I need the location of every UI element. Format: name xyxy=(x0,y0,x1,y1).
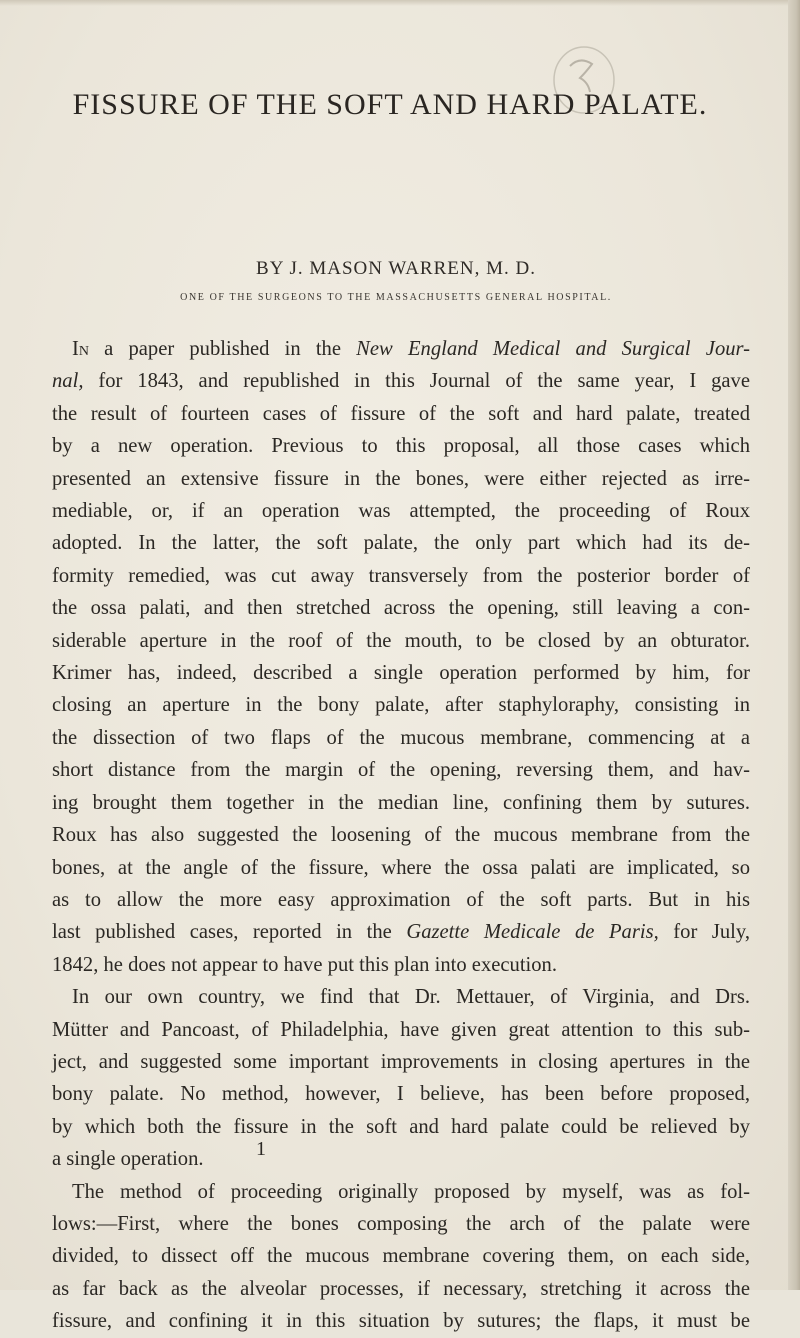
author-affiliation: ONE OF THE SURGEONS TO THE MASSACHUSETTS GENERAL HOSPITAL. xyxy=(180,292,612,303)
text-line: the result of fourteen cases of fissure of the soft and hard palate, treated xyxy=(52,402,750,425)
text-line: adopted. In the latter, the soft palate, the only part which had its de- xyxy=(52,532,750,555)
text-line: lows:—First, where the bones composing the arch of the palate were xyxy=(52,1212,750,1235)
text-line: by which both the fissure in the soft and hard palate could be relieved by xyxy=(52,1115,750,1138)
page-number: 1 xyxy=(256,1138,266,1160)
text-line: The method of proceeding originally proposed by myself, was as fol- xyxy=(72,1180,750,1203)
page-top-edge xyxy=(0,0,800,6)
text-line: bony palate. No method, however, I believe, has been before proposed, xyxy=(52,1083,750,1106)
text-line: as to allow the more easy approximation of the soft parts. But in his xyxy=(52,888,750,911)
text-line: Mütter and Pancoast, of Philadelphia, have given great attention to this sub- xyxy=(52,1018,750,1041)
text-line: divided, to dissect off the mucous membrane covering them, on each side, xyxy=(52,1245,750,1268)
page-right-edge xyxy=(788,0,800,1290)
text-line: the ossa palati, and then stretched across the opening, still leaving a con- xyxy=(52,597,750,620)
text-line: ject, and suggested some important improvements in closing apertures in the xyxy=(52,1050,750,1073)
text-line: fissure, and confining it in this situation by sutures; the flaps, it must be xyxy=(52,1310,750,1333)
text-line: Krimer has, indeed, described a single operation performed by him, for xyxy=(52,662,750,685)
text-line: bones, at the angle of the fissure, where the ossa palati are implicated, so xyxy=(52,856,750,879)
article-body xyxy=(52,333,750,1338)
text-line: 1842, he does not appear to have put this plan into execution. xyxy=(52,953,557,976)
text-line: In a paper published in the New England Medical and Surgical Jour- xyxy=(72,338,751,360)
text-line: presented an extensive fissure in the bones, were either rejected as irre- xyxy=(52,467,750,490)
text-line: formity remedied, was cut away transversely from the posterior border of xyxy=(52,564,750,587)
text-line: In our own country, we find that Dr. Mettauer, of Virginia, and Drs. xyxy=(72,986,750,1009)
text-line: a single operation. xyxy=(52,1148,204,1171)
article-title: FISSURE OF THE SOFT AND HARD PALATE. xyxy=(72,88,708,121)
text-line: nal, for 1843, and republished in this Journal of the same year, I gave xyxy=(52,370,750,393)
text-line: Roux has also suggested the loosening of the mucous membrane from the xyxy=(52,824,750,847)
text-line: last published cases, reported in the Gazette Medicale de Paris, for July, xyxy=(52,921,750,944)
text-line: short distance from the margin of the opening, reversing them, and hav- xyxy=(52,759,750,782)
text-line: ing brought them together in the median line, confining them by sutures. xyxy=(52,791,750,814)
text-line: as far back as the alveolar processes, if necessary, stretching it across the xyxy=(52,1277,750,1300)
text-line: by a new operation. Previous to this proposal, all those cases which xyxy=(52,435,750,458)
author-line: BY J. MASON WARREN, M. D. xyxy=(256,258,536,279)
text-line: mediable, or, if an operation was attempted, the proceeding of Roux xyxy=(52,500,750,523)
text-line: the dissection of two flaps of the mucous membrane, commencing at a xyxy=(52,726,750,749)
text-line: siderable aperture in the roof of the mouth, to be closed by an obturator. xyxy=(52,629,750,652)
text-line: closing an aperture in the bony palate, after staphyloraphy, consisting in xyxy=(52,694,750,717)
